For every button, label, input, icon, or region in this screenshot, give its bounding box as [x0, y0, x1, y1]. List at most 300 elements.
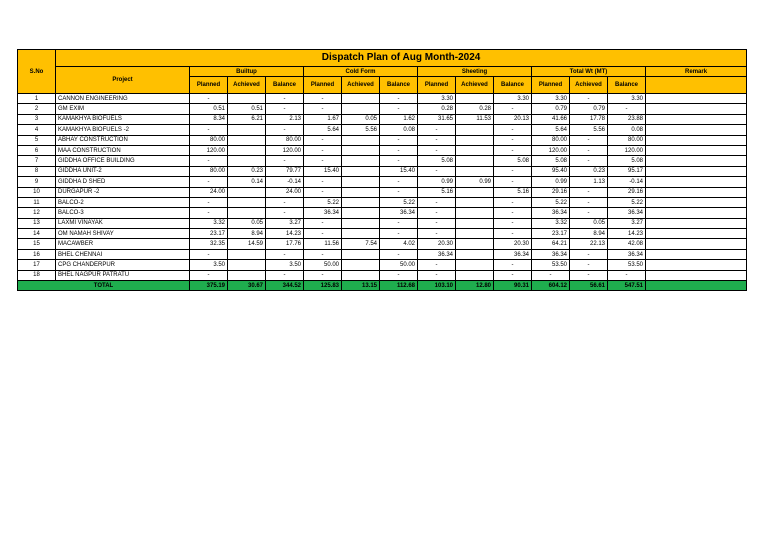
value-cell: 64.21 — [532, 239, 570, 249]
total-row — [18, 281, 747, 291]
value-cell: 3.50 — [190, 260, 228, 270]
sno-cell: 10 — [18, 187, 56, 197]
value-cell: 53.50 — [608, 260, 646, 270]
value-cell — [342, 177, 380, 187]
project-cell: MACAWBER — [56, 239, 190, 249]
project-cell: BHEL NAGPUR PATRATU — [56, 270, 190, 280]
value-cell: - — [608, 270, 646, 280]
sub-header-balance: Balance — [266, 77, 304, 94]
total-label: TOTAL — [18, 281, 190, 291]
sno-cell: 8 — [18, 166, 56, 176]
project-cell: CPG CHANDERPUR — [56, 260, 190, 270]
remark-cell — [646, 260, 747, 270]
value-cell: - — [304, 270, 342, 280]
value-cell: 8.94 — [570, 229, 608, 239]
value-cell: - — [570, 208, 608, 218]
value-cell: 7.54 — [342, 239, 380, 249]
value-cell: 0.23 — [228, 166, 266, 176]
remark-cell — [646, 249, 747, 259]
remark-cell — [646, 135, 747, 145]
value-cell: 15.40 — [304, 166, 342, 176]
sno-cell: 18 — [18, 270, 56, 280]
value-cell: 3.30 — [608, 94, 646, 104]
value-cell — [342, 229, 380, 239]
value-cell: 11.53 — [456, 114, 494, 124]
value-cell: - — [418, 125, 456, 135]
value-cell: - — [304, 249, 342, 259]
value-cell: 120.00 — [266, 145, 304, 155]
value-cell: - — [190, 156, 228, 166]
value-cell: 1.13 — [570, 177, 608, 187]
value-cell: - — [380, 177, 418, 187]
sno-cell: 6 — [18, 145, 56, 155]
value-cell — [342, 135, 380, 145]
remark-cell — [646, 270, 747, 280]
value-cell: 5.16 — [494, 187, 532, 197]
remark-cell — [646, 104, 747, 114]
value-cell: 36.34 — [418, 249, 456, 259]
project-cell: GIDDHA OFFICE BUILDING — [56, 156, 190, 166]
value-cell — [342, 218, 380, 228]
remark-cell — [646, 208, 747, 218]
table-row — [18, 239, 747, 249]
value-cell: - — [304, 156, 342, 166]
value-cell: - — [570, 197, 608, 207]
value-cell: 14.59 — [228, 239, 266, 249]
value-cell — [456, 156, 494, 166]
remark-cell — [646, 177, 747, 187]
project-cell: CANNON ENGINEERING — [56, 94, 190, 104]
value-cell: - — [570, 270, 608, 280]
value-cell: - — [304, 177, 342, 187]
value-cell: 5.16 — [418, 187, 456, 197]
value-cell: 120.00 — [532, 145, 570, 155]
project-cell: GM EXIM — [56, 104, 190, 114]
project-cell: KAMAKHYA BIOFUELS -2 — [56, 125, 190, 135]
value-cell — [228, 249, 266, 259]
value-cell: - — [266, 197, 304, 207]
value-cell — [456, 135, 494, 145]
total-value-cell: 112.68 — [380, 281, 418, 291]
value-cell: 5.56 — [342, 125, 380, 135]
value-cell — [456, 260, 494, 270]
value-cell: 0.79 — [532, 104, 570, 114]
value-cell: - — [380, 145, 418, 155]
sno-cell: 7 — [18, 156, 56, 166]
sub-header-planned: Planned — [190, 77, 228, 94]
value-cell: - — [418, 197, 456, 207]
table-row — [18, 125, 747, 135]
value-cell: - — [418, 218, 456, 228]
value-cell — [456, 249, 494, 259]
value-cell — [342, 187, 380, 197]
value-cell: 3.27 — [608, 218, 646, 228]
value-cell: - — [570, 260, 608, 270]
project-cell: BHEL CHENNAI — [56, 249, 190, 259]
value-cell — [342, 208, 380, 218]
value-cell: - — [380, 104, 418, 114]
sub-header-achieved: Achieved — [570, 77, 608, 94]
sno-cell: 3 — [18, 114, 56, 124]
sno-header: S.No — [18, 50, 56, 94]
value-cell: 24.00 — [266, 187, 304, 197]
remark-cell — [646, 197, 747, 207]
value-cell: - — [608, 104, 646, 114]
remark-cell — [646, 229, 747, 239]
value-cell — [228, 145, 266, 155]
value-cell: 0.08 — [608, 125, 646, 135]
dispatch-plan-table — [17, 49, 747, 291]
value-cell — [342, 197, 380, 207]
value-cell: 6.21 — [228, 114, 266, 124]
value-cell: - — [494, 218, 532, 228]
value-cell: - — [190, 208, 228, 218]
sno-cell: 15 — [18, 239, 56, 249]
value-cell: - — [494, 125, 532, 135]
value-cell: - — [190, 249, 228, 259]
value-cell — [456, 239, 494, 249]
value-cell: 0.23 — [570, 166, 608, 176]
value-cell: - — [304, 145, 342, 155]
value-cell: 95.40 — [532, 166, 570, 176]
value-cell: 53.50 — [532, 260, 570, 270]
value-cell — [456, 187, 494, 197]
remark-cell — [646, 125, 747, 135]
value-cell: 0.05 — [228, 218, 266, 228]
value-cell: - — [380, 249, 418, 259]
project-cell: MAA CONSTRUCTION — [56, 145, 190, 155]
value-cell: 5.08 — [608, 156, 646, 166]
value-cell: 8.34 — [190, 114, 228, 124]
value-cell — [456, 166, 494, 176]
value-cell: - — [380, 135, 418, 145]
sub-header-balance: Balance — [494, 77, 532, 94]
value-cell: 5.08 — [494, 156, 532, 166]
value-cell: 5.22 — [380, 197, 418, 207]
sub-header-planned: Planned — [418, 77, 456, 94]
table-row — [18, 270, 747, 280]
total-value-cell: 12.80 — [456, 281, 494, 291]
value-cell — [228, 94, 266, 104]
value-cell: 0.28 — [456, 104, 494, 114]
value-cell: 23.17 — [190, 229, 228, 239]
value-cell: 95.17 — [608, 166, 646, 176]
value-cell — [228, 156, 266, 166]
value-cell: - — [570, 187, 608, 197]
value-cell: 50.00 — [304, 260, 342, 270]
group-header-total-wt: Total Wt (MT) — [532, 67, 646, 77]
value-cell: 79.77 — [266, 166, 304, 176]
remark-cell — [646, 145, 747, 155]
sub-header-balance: Balance — [608, 77, 646, 94]
value-cell: 22.13 — [570, 239, 608, 249]
total-value-cell: 344.52 — [266, 281, 304, 291]
value-cell: 0.08 — [380, 125, 418, 135]
table-row — [18, 166, 747, 176]
value-cell: 20.30 — [494, 239, 532, 249]
table-row — [18, 145, 747, 155]
value-cell: - — [570, 249, 608, 259]
value-cell: 80.00 — [266, 135, 304, 145]
value-cell: 23.17 — [532, 229, 570, 239]
value-cell — [342, 104, 380, 114]
value-cell: 36.34 — [380, 208, 418, 218]
value-cell: - — [494, 197, 532, 207]
value-cell: - — [418, 208, 456, 218]
value-cell: - — [266, 270, 304, 280]
sub-header-achieved: Achieved — [342, 77, 380, 94]
value-cell: 0.79 — [570, 104, 608, 114]
value-cell: - — [266, 249, 304, 259]
total-value-cell: 375.19 — [190, 281, 228, 291]
value-cell: - — [380, 218, 418, 228]
remark-cell — [646, 156, 747, 166]
value-cell: 36.34 — [304, 208, 342, 218]
project-cell: GIDDHA UNIT-2 — [56, 166, 190, 176]
total-value-cell: 56.61 — [570, 281, 608, 291]
value-cell: - — [532, 270, 570, 280]
remark-cell — [646, 166, 747, 176]
value-cell: 80.00 — [532, 135, 570, 145]
value-cell: 0.28 — [418, 104, 456, 114]
sno-cell: 17 — [18, 260, 56, 270]
value-cell: 3.32 — [532, 218, 570, 228]
value-cell: - — [570, 156, 608, 166]
project-cell: OM NAMAH SHIVAY — [56, 229, 190, 239]
sno-cell: 2 — [18, 104, 56, 114]
value-cell: 3.30 — [418, 94, 456, 104]
value-cell: - — [380, 229, 418, 239]
value-cell: - — [380, 270, 418, 280]
value-cell: 3.32 — [190, 218, 228, 228]
value-cell: 5.22 — [304, 197, 342, 207]
sheet-title: Dispatch Plan of Aug Month-2024 — [56, 50, 747, 67]
total-remark-cell — [646, 281, 747, 291]
remark-cell — [646, 239, 747, 249]
value-cell: 80.00 — [190, 166, 228, 176]
value-cell: 0.51 — [228, 104, 266, 114]
table-row — [18, 187, 747, 197]
value-cell: - — [266, 104, 304, 114]
sno-cell: 16 — [18, 249, 56, 259]
value-cell: 3.50 — [266, 260, 304, 270]
value-cell: - — [266, 156, 304, 166]
value-cell: - — [494, 270, 532, 280]
value-cell: 36.34 — [608, 249, 646, 259]
project-cell: LAXMI VINAYAK — [56, 218, 190, 228]
table-row — [18, 197, 747, 207]
value-cell — [342, 270, 380, 280]
remark-cell — [646, 218, 747, 228]
table-row — [18, 114, 747, 124]
value-cell: 14.23 — [608, 229, 646, 239]
value-cell — [456, 125, 494, 135]
value-cell: - — [494, 229, 532, 239]
value-cell: 14.23 — [266, 229, 304, 239]
group-header-cold-form: Cold Form — [304, 67, 418, 77]
value-cell: - — [418, 135, 456, 145]
value-cell — [228, 125, 266, 135]
table-row — [18, 94, 747, 104]
value-cell: 1.67 — [304, 114, 342, 124]
project-cell: ABHAY CONSTRUCTION — [56, 135, 190, 145]
value-cell: - — [304, 229, 342, 239]
sno-cell: 9 — [18, 177, 56, 187]
value-cell: - — [380, 94, 418, 104]
value-cell: 17.78 — [570, 114, 608, 124]
value-cell — [228, 208, 266, 218]
value-cell: 120.00 — [190, 145, 228, 155]
total-value-cell: 30.67 — [228, 281, 266, 291]
remark-cell — [646, 94, 747, 104]
project-header: Project — [56, 67, 190, 94]
project-cell: GIDDHA D SHED — [56, 177, 190, 187]
value-cell — [342, 260, 380, 270]
table-row — [18, 218, 747, 228]
value-cell: - — [494, 166, 532, 176]
value-cell: 120.00 — [608, 145, 646, 155]
value-cell: 29.16 — [532, 187, 570, 197]
value-cell: 5.64 — [532, 125, 570, 135]
value-cell: 50.00 — [380, 260, 418, 270]
value-cell: - — [380, 156, 418, 166]
remark-header: Remark — [646, 67, 747, 77]
value-cell: - — [190, 94, 228, 104]
total-value-cell: 604.12 — [532, 281, 570, 291]
sub-header-achieved: Achieved — [228, 77, 266, 94]
value-cell — [342, 156, 380, 166]
value-cell: 0.99 — [532, 177, 570, 187]
value-cell: - — [304, 94, 342, 104]
value-cell: - — [494, 208, 532, 218]
value-cell: 29.16 — [608, 187, 646, 197]
table-row — [18, 104, 747, 114]
value-cell: - — [494, 260, 532, 270]
value-cell: - — [266, 125, 304, 135]
value-cell: 8.94 — [228, 229, 266, 239]
project-cell: KAMAKHYA BIOFUELS — [56, 114, 190, 124]
value-cell: 32.35 — [190, 239, 228, 249]
value-cell: - — [190, 177, 228, 187]
sno-cell: 4 — [18, 125, 56, 135]
value-cell: 80.00 — [608, 135, 646, 145]
table-row — [18, 260, 747, 270]
value-cell: - — [418, 270, 456, 280]
value-cell: 0.99 — [456, 177, 494, 187]
sub-header-planned: Planned — [532, 77, 570, 94]
remark-sub-header — [646, 77, 747, 94]
value-cell — [228, 260, 266, 270]
value-cell: 0.14 — [228, 177, 266, 187]
value-cell — [342, 94, 380, 104]
sub-header-balance: Balance — [380, 77, 418, 94]
value-cell — [228, 135, 266, 145]
value-cell: 36.34 — [608, 208, 646, 218]
value-cell: - — [380, 187, 418, 197]
value-cell: - — [570, 145, 608, 155]
value-cell: 11.56 — [304, 239, 342, 249]
sno-cell: 5 — [18, 135, 56, 145]
value-cell: 5.22 — [608, 197, 646, 207]
value-cell — [456, 229, 494, 239]
value-cell: 3.30 — [494, 94, 532, 104]
value-cell: - — [190, 197, 228, 207]
value-cell — [342, 166, 380, 176]
value-cell: 3.27 — [266, 218, 304, 228]
value-cell — [456, 94, 494, 104]
value-cell — [456, 145, 494, 155]
value-cell — [228, 270, 266, 280]
value-cell: 2.13 — [266, 114, 304, 124]
value-cell: - — [304, 187, 342, 197]
value-cell: 5.64 — [304, 125, 342, 135]
value-cell — [228, 187, 266, 197]
value-cell: - — [418, 260, 456, 270]
value-cell: 23.88 — [608, 114, 646, 124]
value-cell — [456, 270, 494, 280]
value-cell: 0.05 — [342, 114, 380, 124]
value-cell: 0.99 — [418, 177, 456, 187]
value-cell: - — [304, 104, 342, 114]
value-cell — [456, 218, 494, 228]
value-cell — [228, 197, 266, 207]
value-cell: - — [266, 208, 304, 218]
table-row — [18, 229, 747, 239]
value-cell: 20.30 — [418, 239, 456, 249]
value-cell — [342, 249, 380, 259]
total-value-cell: 13.15 — [342, 281, 380, 291]
value-cell: 3.30 — [532, 94, 570, 104]
remark-cell — [646, 114, 747, 124]
sno-cell: 11 — [18, 197, 56, 207]
value-cell: - — [570, 94, 608, 104]
value-cell: 5.56 — [570, 125, 608, 135]
table-row — [18, 177, 747, 187]
value-cell: 24.00 — [190, 187, 228, 197]
table-row — [18, 208, 747, 218]
value-cell: - — [418, 166, 456, 176]
value-cell: - — [494, 135, 532, 145]
total-value-cell: 125.83 — [304, 281, 342, 291]
value-cell: 36.34 — [532, 208, 570, 218]
value-cell: 42.08 — [608, 239, 646, 249]
value-cell: 5.22 — [532, 197, 570, 207]
project-cell: BALCO-3 — [56, 208, 190, 218]
value-cell: 20.13 — [494, 114, 532, 124]
value-cell: 0.51 — [190, 104, 228, 114]
value-cell: - — [304, 218, 342, 228]
value-cell: 31.65 — [418, 114, 456, 124]
value-cell: 4.02 — [380, 239, 418, 249]
sno-cell: 12 — [18, 208, 56, 218]
total-value-cell: 547.51 — [608, 281, 646, 291]
value-cell: - — [418, 229, 456, 239]
table-row — [18, 249, 747, 259]
sno-cell: 14 — [18, 229, 56, 239]
value-cell: 36.34 — [532, 249, 570, 259]
total-value-cell: 103.10 — [418, 281, 456, 291]
value-cell — [456, 197, 494, 207]
group-header-builtup: Builtup — [190, 67, 304, 77]
project-cell: BALCO-2 — [56, 197, 190, 207]
value-cell: - — [266, 94, 304, 104]
total-value-cell: 90.31 — [494, 281, 532, 291]
value-cell: 0.05 — [570, 218, 608, 228]
value-cell: - — [494, 145, 532, 155]
value-cell: - — [190, 125, 228, 135]
value-cell: - — [190, 270, 228, 280]
value-cell: - — [494, 177, 532, 187]
